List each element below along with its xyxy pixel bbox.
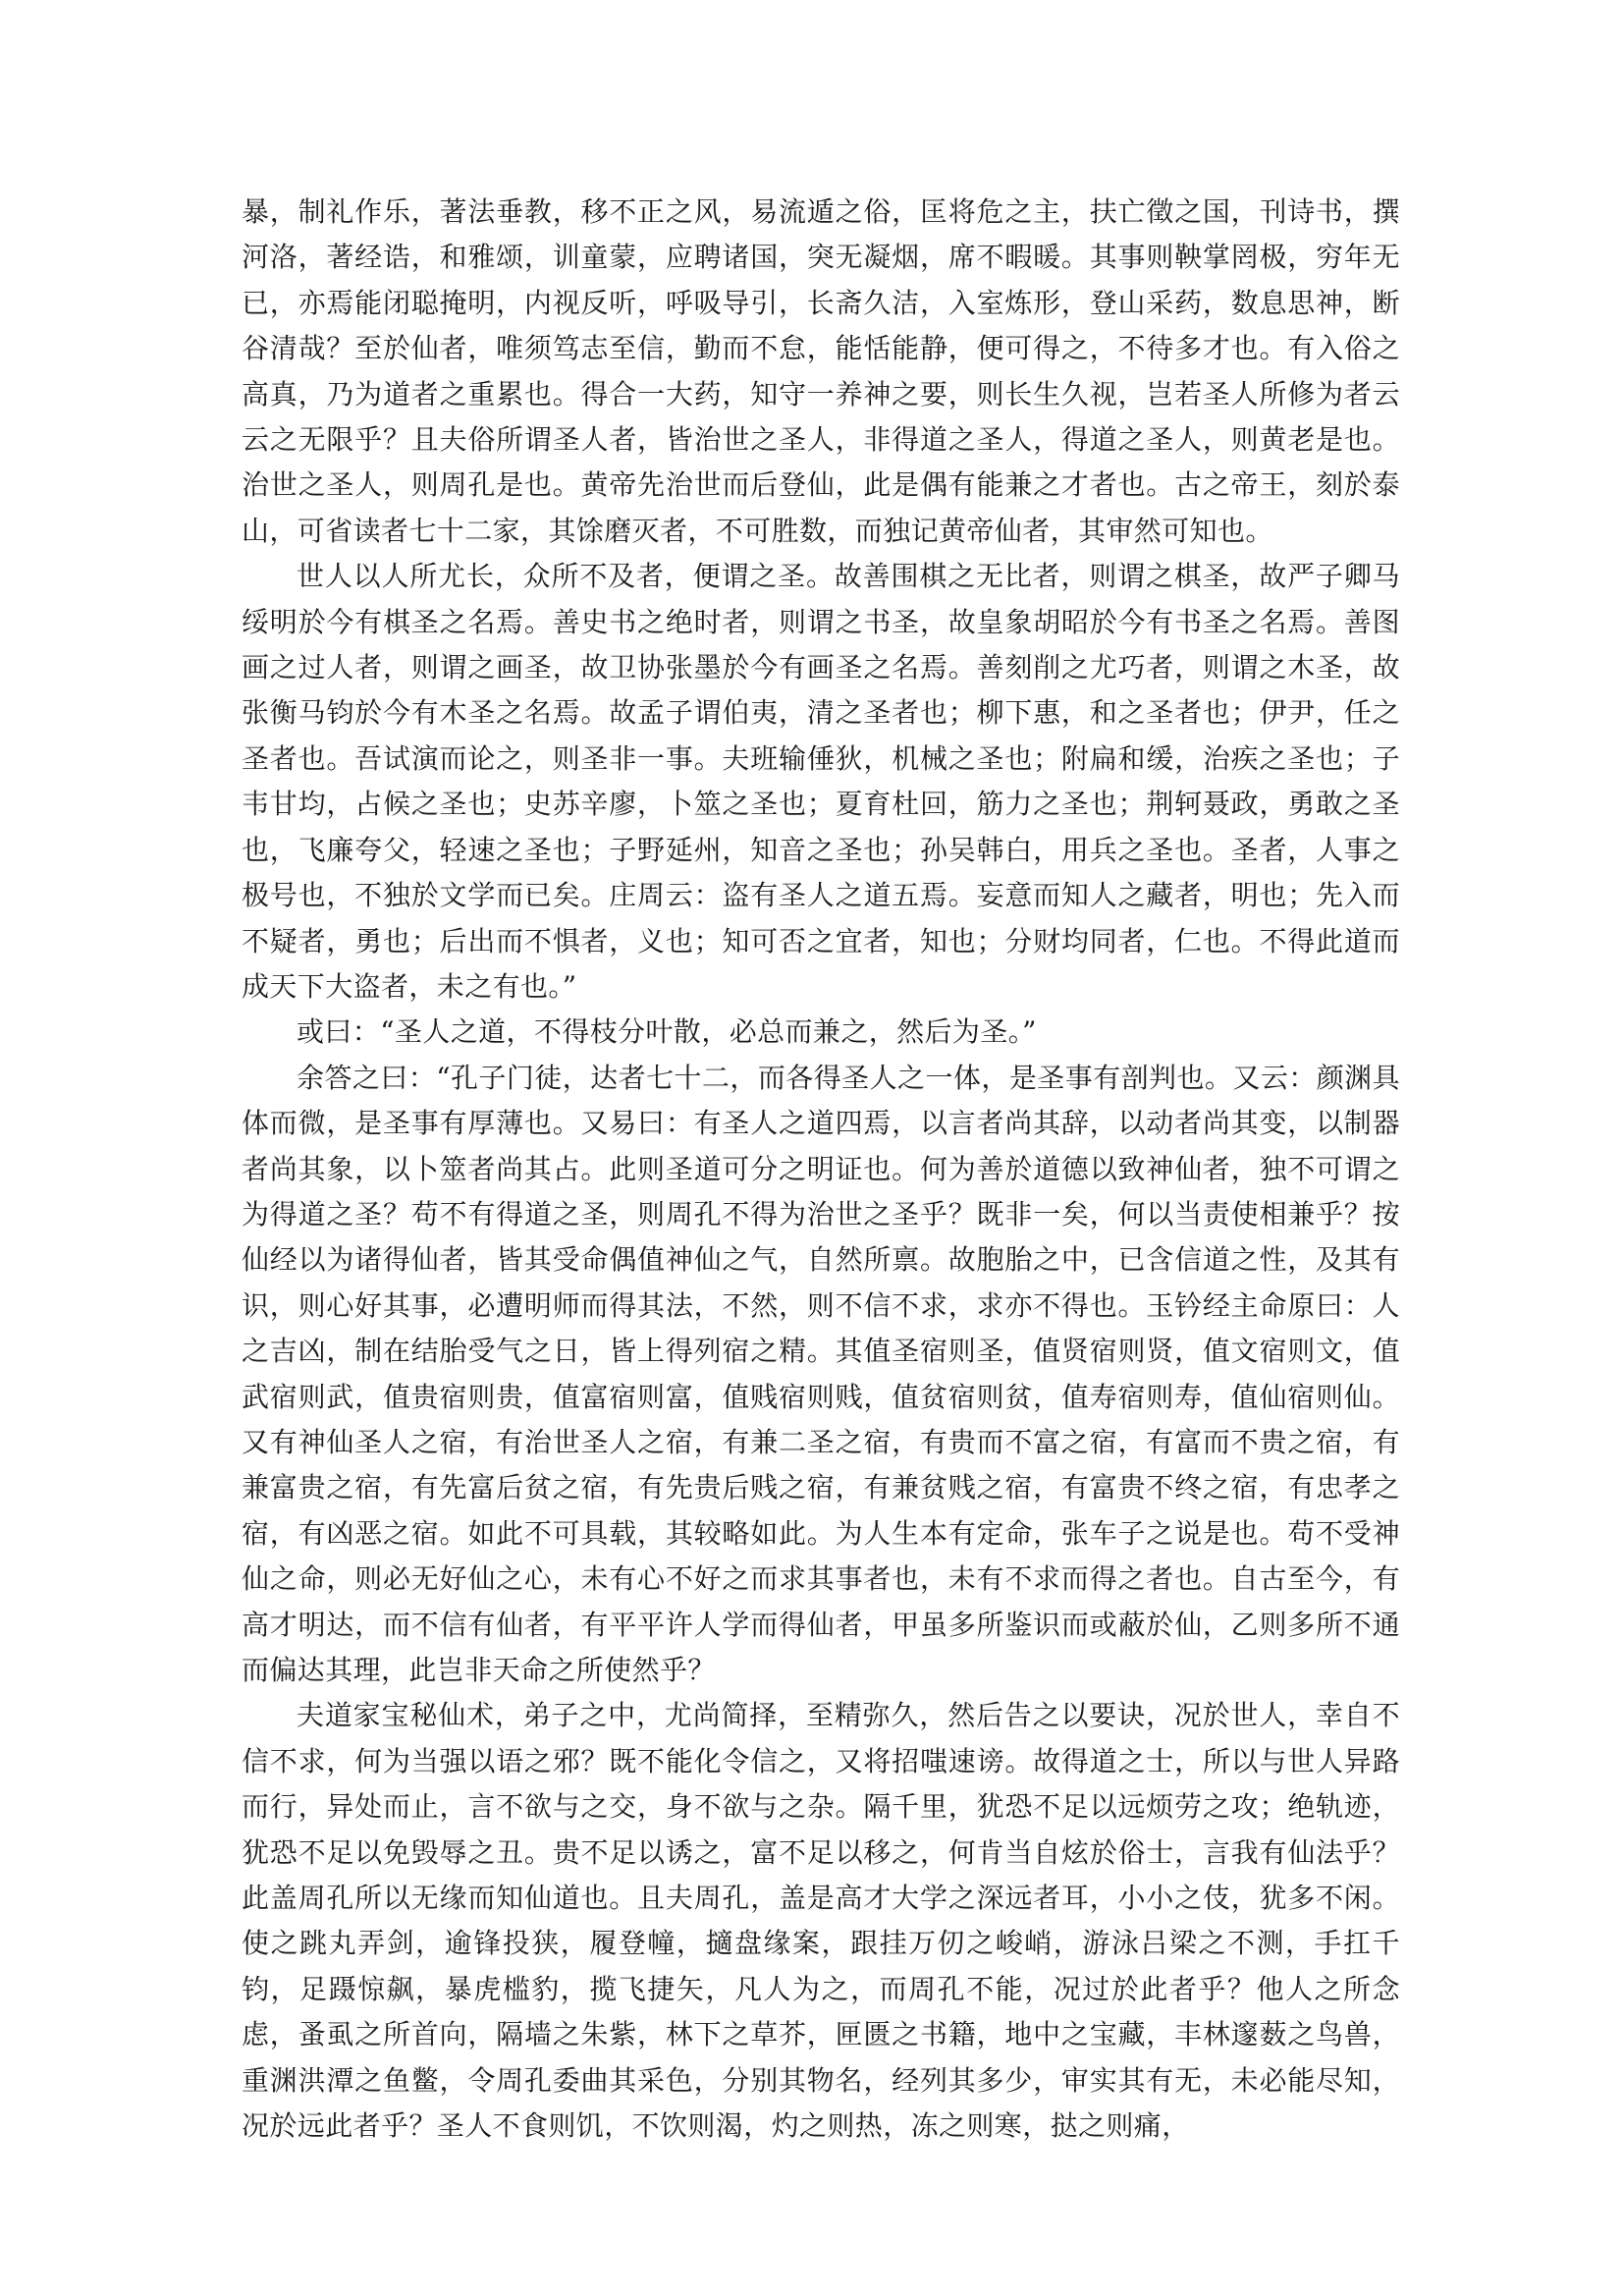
paragraph-1: 暴，制礼作乐，著法垂教，移不正之风，易流遁之俗，匡将危之主，扶亡徵之国，刊诗书，撰河洛，著经诰，和雅颂，训童蒙，应聘诸国，突无凝烟，席不暇暖。其事则鞅掌罔极，穷年无已，亦焉能闭聪掩明，内视反听，呼吸导引，长斋久洁，入室炼形，登山采药，数息思神，断谷清哉？至於仙者，唯须笃志至信，勤而不怠，能恬能静，便可得之，不待多才也。有入俗之高真，乃为道者之重累也。得合一大药，知守一养神之要，则长生久视，岂若圣人所修为者云云之无限乎？且夫俗所谓圣人者，皆治世之圣人，非得道之圣人，得道之圣人，则黄老是也。治世之圣人，则周孔是也。黄帝先治世而后登仙，此是偶有能兼之才者也。古之帝王，刻於泰山，可省读者七十二家，其馀磨灭者，不可胜数，而独记黄帝仙者，其审然可知也。 [242, 195, 1400, 547]
paragraph-2: 世人以人所尤长，众所不及者，便谓之圣。故善围棋之无比者，则谓之棋圣，故严子卿马绥明於今有棋圣之名焉。善史书之绝时者，则谓之书圣，故皇象胡昭於今有书圣之名焉。善图画之过人者，则谓之画圣，故卫协张墨於今有画圣之名焉。善刻削之尤巧者，则谓之木圣，故张衡马钧於今有木圣之名焉。故孟子谓伯夷，清之圣者也；柳下惠，和之圣者也；伊尹，任之圣者也。吾试演而论之，则圣非一事。夫班输倕狄，机械之圣也；附扁和缓，治疾之圣也；子韦甘均，占候之圣也；史苏辛廖，卜筮之圣也；夏育杜回，筋力之圣也；荆轲聂政，勇敢之圣也，飞廉夸父，轻速之圣也；子野延州，知音之圣也；孙吴韩白，用兵之圣也。圣者，人事之极号也，不独於文学而已矣。庄周云：盗有圣人之道五焉。妄意而知人之藏者，明也；先入而不疑者，勇也；后出而不惧者，义也；知可否之宜者，知也；分财均同者，仁也。不得此道而成天下大盗者，未之有也。” [242, 560, 1400, 1003]
paragraph-3: 或曰：“圣人之道，不得枝分叶散，必总而兼之，然后为圣。” [297, 1015, 1037, 1049]
paragraph-5: 夫道家宝秘仙术，弟子之中，尤尚简择，至精弥久，然后告之以要诀，况於世人，幸自不信不求，何为当强以语之邪？既不能化令信之，又将招嗤速谤。故得道之士，所以与世人异路而行，异处而止，言不欲与之交，身不欲与之杂。隔千里，犹恐不足以远烦劳之攻；绝轨迹，犹恐不足以免毁辱之丑。贵不足以诱之，富不足以移之，何肯当自炫於俗士，言我有仙法乎？此盖周孔所以无缘而知仙道也。且夫周孔，盖是高才大学之深远者耳，小小之伎，犹多不闲。使之跳丸弄剑，逾锋投狭，履登幢，擿盘缘案，跟挂万仞之峻峭，游泳吕梁之不测，手扛千钧，足蹑惊飙，暴虎槛豹，揽飞捷矢，凡人为之，而周孔不能，况过於此者乎？他人之所念虑，蚤虱之所首向，隔墙之朱紫，林下之草芥，匣匮之书籍，地中之宝藏，丰林邃薮之鸟兽，重渊洪潭之鱼鳖，令周孔委曲其采色，分别其物名，经列其多少，审实其有无，未必能尽知，况於远此者乎？圣人不食则饥，不饮则渴，灼之则热，冻之则寒，挞之则痛， [242, 1699, 1400, 2143]
paragraph-4: 余答之曰：“孔子门徒，达者七十二，而各得圣人之一体，是圣事有剖判也。又云：颜渊具体而微，是圣事有厚薄也。又易曰：有圣人之道四焉，以言者尚其辞，以动者尚其变，以制器者尚其象，以卜筮者尚其占。此则圣道可分之明证也。何为善於道德以致神仙者，独不可谓之为得道之圣？苟不有得道之圣，则周孔不得为治世之圣乎？既非一矣，何以当责使相兼乎？按仙经以为诸得仙者，皆其受命偶值神仙之气，自然所禀。故胞胎之中，已含信道之性，及其有识，则心好其事，必遭明师而得其法，不然，则不信不求，求亦不得也。玉钤经主命原曰：人之吉凶，制在结胎受气之日，皆上得列宿之精。其值圣宿则圣，值贤宿则贤，值文宿则文，值武宿则武，值贵宿则贵，值富宿则富，值贱宿则贱，值贫宿则贫，值寿宿则寿，值仙宿则仙。又有神仙圣人之宿，有治世圣人之宿，有兼二圣之宿，有贵而不富之宿，有富而不贵之宿，有兼富贵之宿，有先富后贫之宿，有先贵后贱之宿，有兼贫贱之宿，有富贵不终之宿，有忠孝之宿，有凶恶之宿。如此不可具载，其较略如此。为人生本有定命，张车子之说是也。苟不受神仙之命，则必无好仙之心，未有心不好之而求其事者也，未有不求而得之者也。自古至今，有高才明达，而不信有仙者，有平平许人学而得仙者，甲虽多所鉴识而或蔽於仙，乙则多所不通而偏达其理，此岂非天命之所使然乎？ [242, 1061, 1400, 1686]
document-page [242, 190, 1400, 2149]
